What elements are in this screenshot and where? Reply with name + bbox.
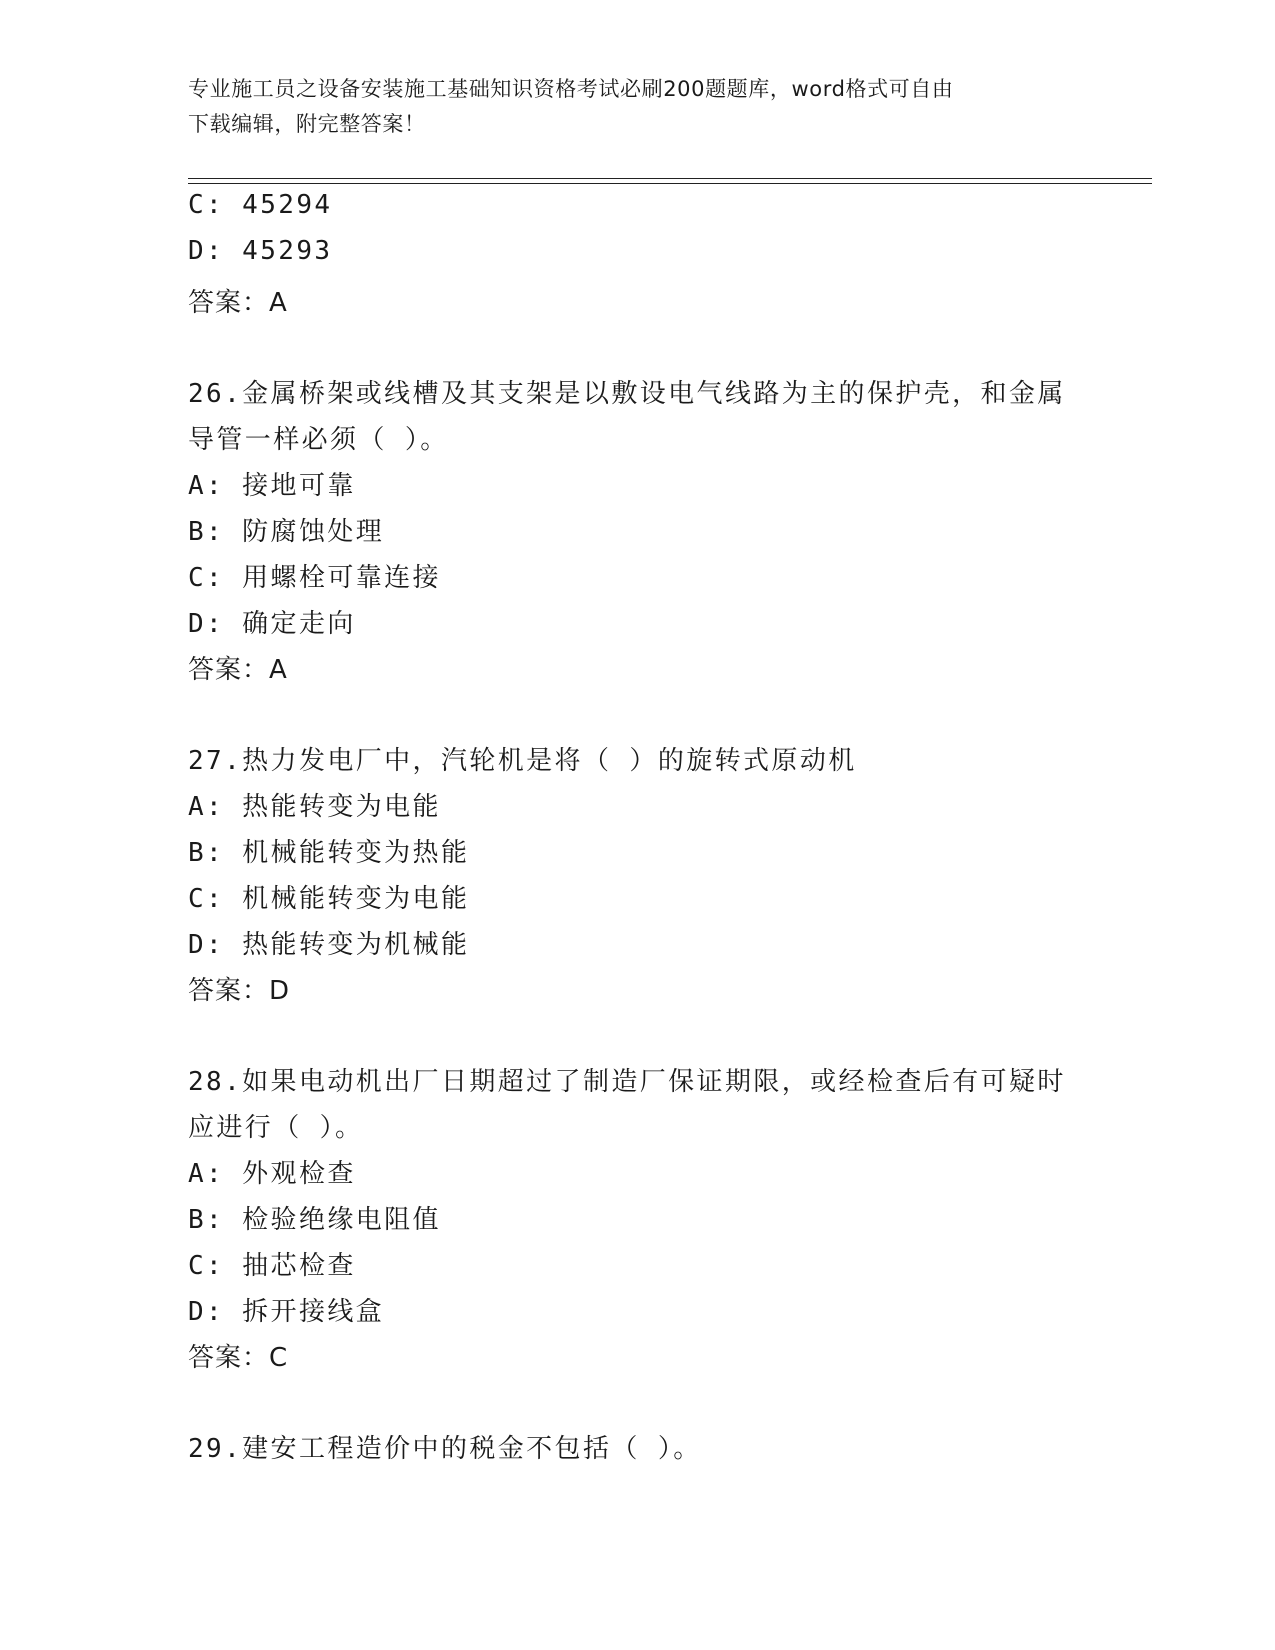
option-line: A: 接地可靠 [188,471,356,501]
option-line: D: 确定走向 [188,609,356,639]
document-header [188,72,1068,142]
header-line-1: 专业施工员之设备安装施工基础知识资格考试必刷200题题库，word格式可自由 [188,77,954,101]
question-line: 26.金属桥架或线槽及其支架是以敷设电气线路为主的保护壳，和金属 [188,379,1066,409]
answer-line: 答案：D [188,976,291,1006]
question-line: 导管一样必须（ ）。 [188,425,449,455]
option-line: B: 机械能转变为热能 [188,838,470,868]
option-line: C: 机械能转变为电能 [188,884,470,914]
option-line: C: 用螺栓可靠连接 [188,563,441,593]
header-line-2: 下载编辑，附完整答案！ [188,112,426,136]
question-line: 28.如果电动机出厂日期超过了制造厂保证期限，或经检查后有可疑时 [188,1067,1066,1097]
header-rule-top [188,178,1152,179]
option-line: D: 拆开接线盒 [188,1297,385,1327]
question-line: 29.建安工程造价中的税金不包括（ ）。 [188,1434,702,1464]
option-line: D: 热能转变为机械能 [188,930,470,960]
question-line: 27.热力发电厂中，汽轮机是将（ ）的旋转式原动机 [188,746,857,776]
option-line: B: 防腐蚀处理 [188,517,385,547]
option-line: D: 45293 [188,236,333,266]
answer-line: 答案：C [188,1343,289,1373]
option-line: A: 外观检查 [188,1159,356,1189]
header-rule-bottom [188,183,1152,184]
option-line: B: 检验绝缘电阻值 [188,1205,441,1235]
option-line: C: 抽芯检查 [188,1251,356,1281]
answer-line: 答案：A [188,655,288,685]
question-line: 应进行（ ）。 [188,1113,364,1143]
answer-line: 答案：A [188,288,288,318]
option-line: C: 45294 [188,190,333,220]
option-line: A: 热能转变为电能 [188,792,441,822]
